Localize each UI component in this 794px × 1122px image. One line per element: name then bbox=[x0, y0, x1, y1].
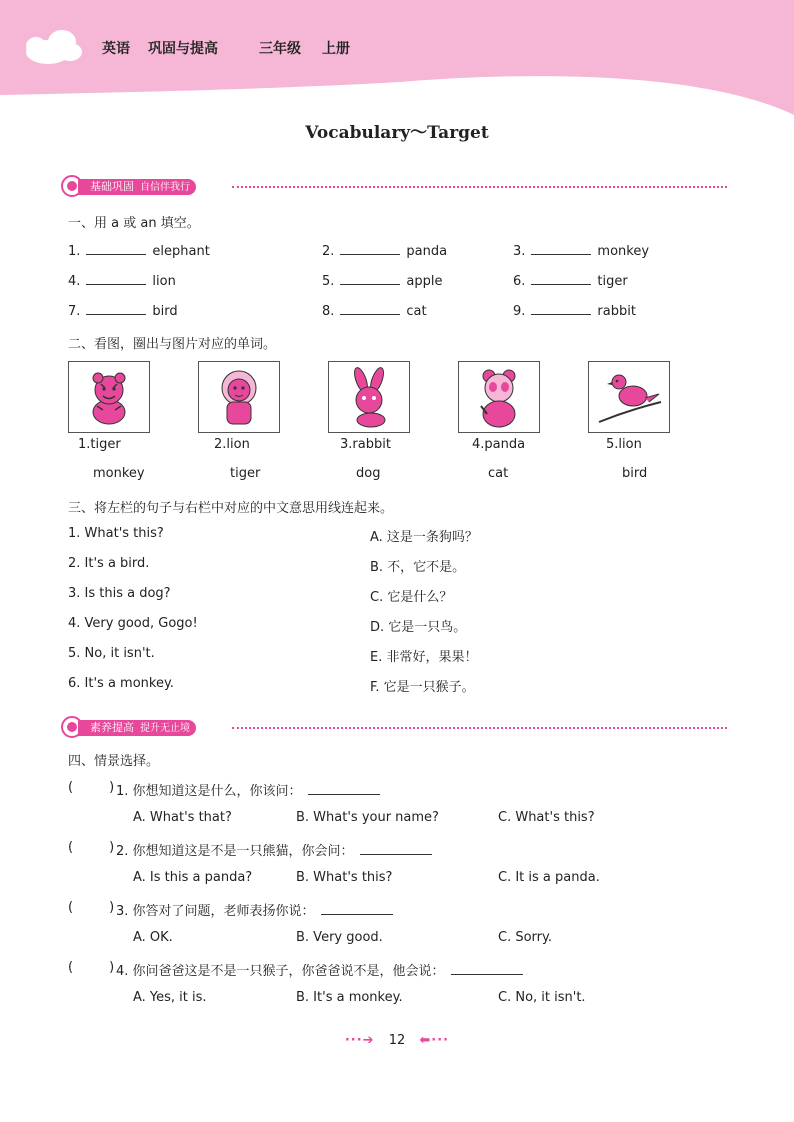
page-title: Vocabulary～Target bbox=[305, 123, 489, 143]
answer-blank[interactable] bbox=[308, 782, 380, 795]
page-footer bbox=[0, 1033, 794, 1048]
choice-word[interactable]: tiger bbox=[230, 466, 261, 481]
bird-icon bbox=[589, 362, 669, 432]
right-arrow-icon: ···➔ bbox=[344, 1033, 375, 1048]
answer-blank[interactable] bbox=[531, 272, 591, 285]
header-subject: 英语 bbox=[102, 41, 130, 57]
fill-item: 7. bird bbox=[68, 304, 178, 319]
answer-blank[interactable] bbox=[86, 242, 146, 255]
option-c[interactable]: C. It is a panda. bbox=[498, 870, 600, 885]
part1-heading: 一、用 a 或 an 填空。 bbox=[68, 216, 200, 231]
match-right-item[interactable]: F. 它是一只猴子。 bbox=[370, 680, 475, 695]
match-left-item[interactable]: 2. It's a bird. bbox=[68, 556, 150, 571]
option-b[interactable]: B. It's a monkey. bbox=[296, 990, 403, 1005]
fill-item: 1. elephant bbox=[68, 244, 210, 259]
match-left-item[interactable]: 6. It's a monkey. bbox=[68, 676, 174, 691]
choice-word[interactable]: 2.lion bbox=[214, 437, 250, 452]
answer-paren[interactable]: ( ) bbox=[68, 840, 115, 855]
choice-word[interactable]: dog bbox=[356, 466, 381, 481]
option-b[interactable]: B. Very good. bbox=[296, 930, 383, 945]
answer-paren[interactable]: ( ) bbox=[68, 900, 115, 915]
rabbit-icon bbox=[329, 362, 409, 432]
answer-blank[interactable] bbox=[321, 902, 393, 915]
question-text: 2. 你想知道这是不是一只熊猫，你会问： bbox=[116, 840, 438, 859]
picture-box bbox=[328, 361, 410, 433]
choice-word[interactable]: 4.panda bbox=[472, 437, 526, 452]
part4-heading: 四、情景选择。 bbox=[68, 754, 160, 769]
section-banner-label: 基础巩固 自信伴我行 bbox=[78, 179, 196, 195]
option-a[interactable]: A. Is this a panda? bbox=[133, 870, 253, 885]
page-number: 12 bbox=[388, 1033, 406, 1048]
match-right-item[interactable]: C. 它是什么？ bbox=[370, 590, 453, 605]
fill-item: 3. monkey bbox=[513, 244, 650, 259]
answer-blank[interactable] bbox=[451, 962, 523, 975]
panda-icon bbox=[459, 362, 539, 432]
option-b[interactable]: B. What's your name? bbox=[296, 810, 439, 825]
fill-item: 8. cat bbox=[322, 304, 427, 319]
option-c[interactable]: C. Sorry. bbox=[498, 930, 552, 945]
question-text: 1. 你想知道这是什么，你该问： bbox=[116, 780, 386, 799]
answer-blank[interactable] bbox=[340, 242, 400, 255]
option-a[interactable]: A. OK. bbox=[133, 930, 173, 945]
picture-box bbox=[458, 361, 540, 433]
fill-item: 9. rabbit bbox=[513, 304, 636, 319]
answer-blank[interactable] bbox=[531, 242, 591, 255]
fill-item: 5. apple bbox=[322, 274, 443, 289]
choice-word[interactable]: cat bbox=[488, 466, 509, 481]
dotted-divider bbox=[232, 727, 727, 729]
section-banner-label: 素养提高 提升无止境 bbox=[78, 720, 196, 736]
choice-word[interactable]: 5.lion bbox=[606, 437, 642, 452]
match-left-item[interactable]: 3. Is this a dog? bbox=[68, 586, 171, 601]
part3-heading: 三、将左栏的句子与右栏中对应的中文意思用线连起来。 bbox=[68, 501, 394, 516]
answer-blank[interactable] bbox=[531, 302, 591, 315]
fill-item: 6. tiger bbox=[513, 274, 628, 289]
match-right-item[interactable]: E. 非常好，果果！ bbox=[370, 650, 478, 665]
question-text: 3. 你答对了问题，老师表扬你说： bbox=[116, 900, 399, 919]
section-banner-advanced bbox=[60, 718, 730, 738]
lion-icon bbox=[199, 362, 279, 432]
tiger-icon bbox=[69, 362, 149, 432]
match-left-item[interactable]: 4. Very good, Gogo! bbox=[68, 616, 198, 631]
option-a[interactable]: A. What's that? bbox=[133, 810, 232, 825]
match-right-item[interactable]: A. 这是一条狗吗？ bbox=[370, 530, 478, 545]
header-series: 巩固与提高 bbox=[148, 41, 218, 57]
answer-blank[interactable] bbox=[340, 272, 400, 285]
match-left-item[interactable]: 5. No, it isn't. bbox=[68, 646, 155, 661]
option-c[interactable]: C. What's this? bbox=[498, 810, 595, 825]
match-left-item[interactable]: 1. What's this? bbox=[68, 526, 164, 541]
header-volume: 上册 bbox=[322, 41, 350, 57]
left-arrow-icon: ⬅··· bbox=[419, 1033, 450, 1048]
choice-word[interactable]: 3.rabbit bbox=[340, 437, 391, 452]
part2-heading: 二、看图，圈出与图片对应的单词。 bbox=[68, 337, 277, 352]
option-c[interactable]: C. No, it isn't. bbox=[498, 990, 586, 1005]
choice-word[interactable]: monkey bbox=[93, 466, 145, 481]
section-banner-basic bbox=[60, 177, 730, 197]
fill-item: 4. lion bbox=[68, 274, 176, 289]
match-right-item[interactable]: B. 不，它不是。 bbox=[370, 560, 466, 575]
option-a[interactable]: A. Yes, it is. bbox=[133, 990, 207, 1005]
header-grade: 三年级 bbox=[259, 41, 301, 57]
picture-box bbox=[68, 361, 150, 433]
picture-box bbox=[588, 361, 670, 433]
match-right-item[interactable]: D. 它是一只鸟。 bbox=[370, 620, 467, 635]
dotted-divider bbox=[232, 186, 727, 188]
fill-item: 2. panda bbox=[322, 244, 448, 259]
answer-blank[interactable] bbox=[360, 842, 432, 855]
answer-blank[interactable] bbox=[86, 272, 146, 285]
option-b[interactable]: B. What's this? bbox=[296, 870, 393, 885]
answer-blank[interactable] bbox=[86, 302, 146, 315]
answer-paren[interactable]: ( ) bbox=[68, 780, 115, 795]
answer-blank[interactable] bbox=[340, 302, 400, 315]
picture-box bbox=[198, 361, 280, 433]
answer-paren[interactable]: ( ) bbox=[68, 960, 115, 975]
choice-word[interactable]: 1.tiger bbox=[78, 437, 121, 452]
choice-word[interactable]: bird bbox=[622, 466, 648, 481]
question-text: 4. 你问爸爸这是不是一只猴子，你爸爸说不是，他会说： bbox=[116, 960, 529, 979]
